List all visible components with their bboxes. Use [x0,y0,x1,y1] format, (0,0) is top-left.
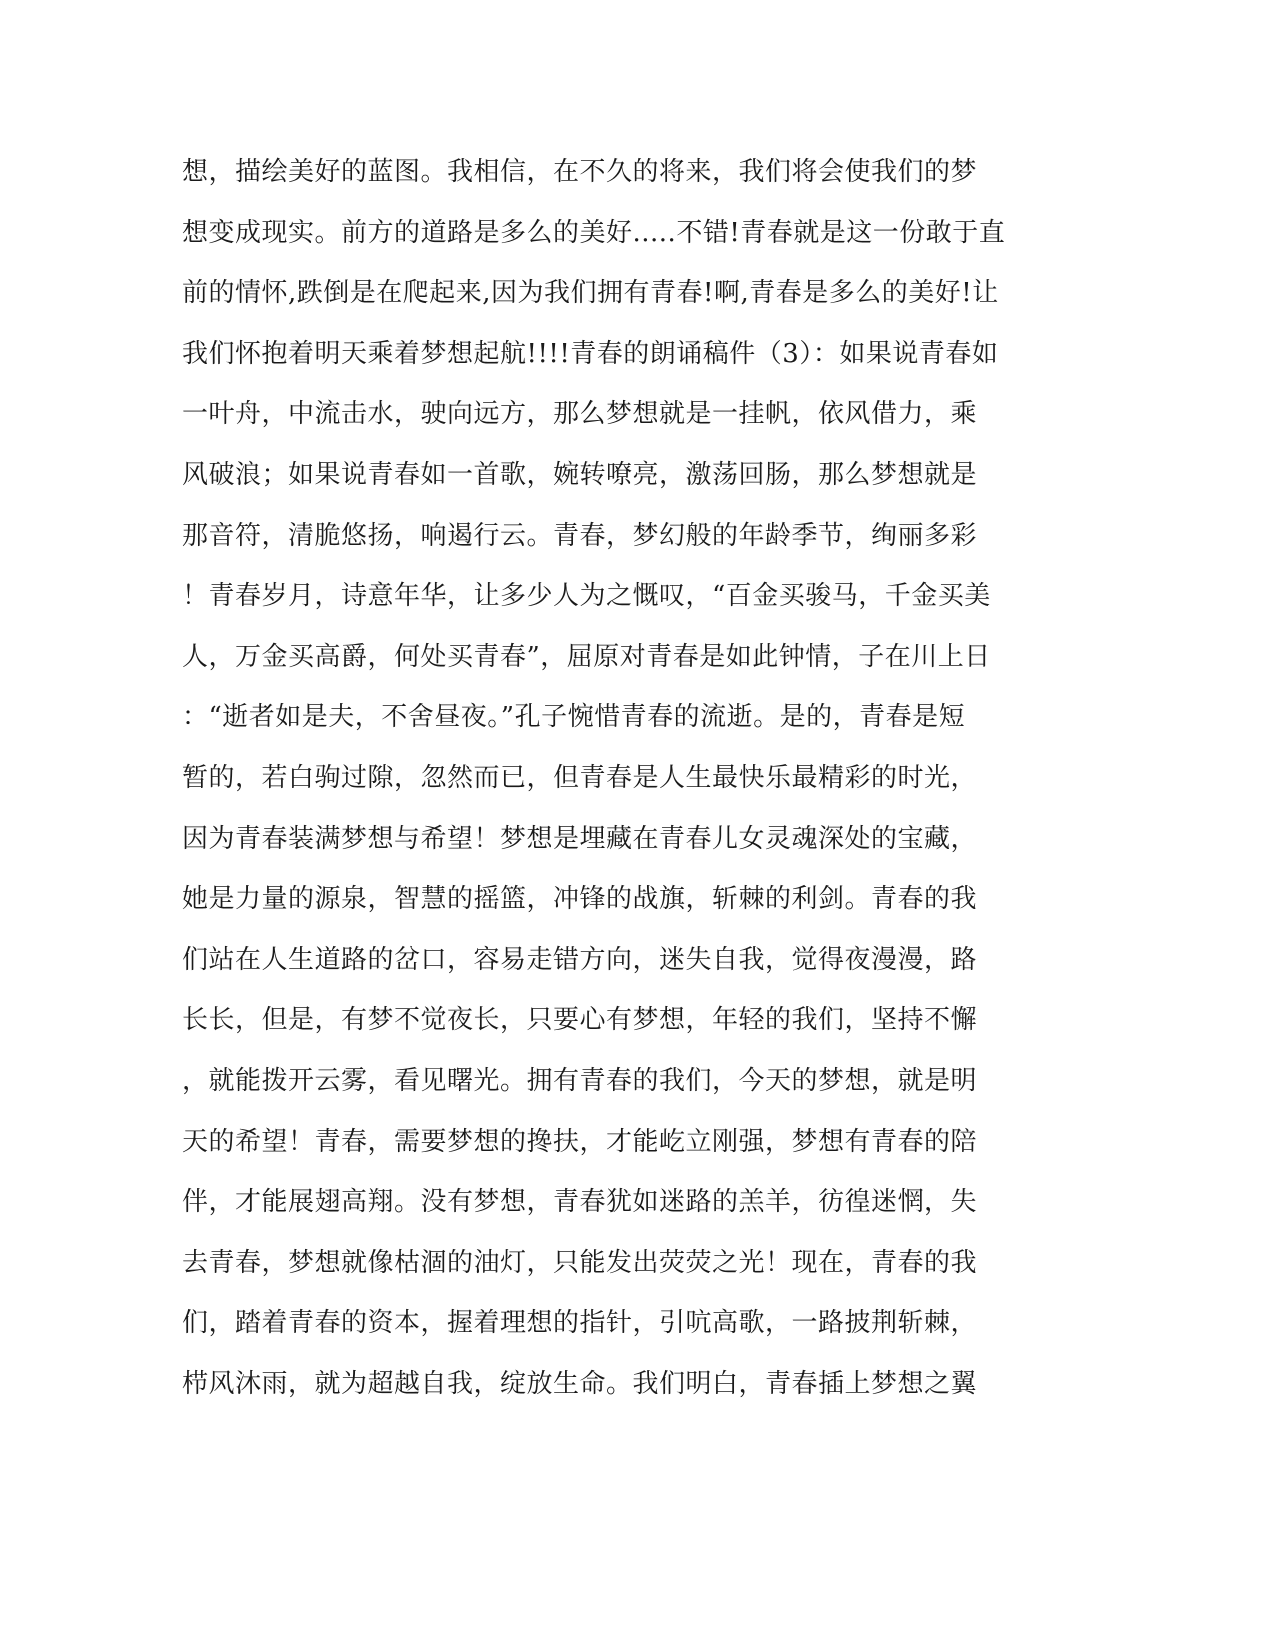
text-line: 因为青春装满梦想与希望！梦想是埋藏在青春儿女灵魂深处的宝藏， [182,823,978,854]
text-line: 暂的，若白驹过隙，忽然而已，但青春是人生最快乐最精彩的时光， [182,762,978,793]
text-line: 去青春，梦想就像枯涸的油灯，只能发出荧荧之光！现在，青春的我 [182,1247,978,1278]
text-line: 她是力量的源泉，智慧的摇篮，冲锋的战旗，斩棘的利剑。青春的我 [182,884,978,915]
text-line: ，就能拨开云雾，看见曙光。拥有青春的我们，今天的梦想，就是明 [182,1065,978,1096]
text-line: 前的情怀,跌倒是在爬起来,因为我们拥有青春!啊,青春是多么的美好!让 [182,278,999,309]
text-line: 那音符，清脆悠扬，响遏行云。青春，梦幻般的年龄季节，绚丽多彩 [182,520,978,551]
text-line: 伴，才能展翅高翔。没有梦想，青春犹如迷路的羔羊，彷徨迷惘，失 [182,1187,978,1218]
text-line: 一叶舟，中流击水，驶向远方，那么梦想就是一挂帆，依风借力，乘 [182,399,978,430]
text-line: 天的希望！青春，需要梦想的搀扶，才能屹立刚强，梦想有青春的陪 [182,1126,978,1157]
text-line: 想变成现实。前方的道路是多么的美好.....不错!青春就是这一份敢于直 [182,217,1006,248]
body-text [182,142,1062,1414]
text-line: ！青春岁月，诗意年华，让多少人为之慨叹，“百金买骏马，千金买美 [182,581,991,612]
text-line: 风破浪；如果说青春如一首歌，婉转嘹亮，激荡回肠，那么梦想就是 [182,459,978,490]
text-line: 们站在人生道路的岔口，容易走错方向，迷失自我，觉得夜漫漫，路 [182,944,978,975]
text-line: 们，踏着青春的资本，握着理想的指针，引吭高歌，一路披荆斩棘， [182,1308,978,1339]
text-line: ：“逝者如是夫，不舍昼夜。”孔子惋惜青春的流逝。是的，青春是短 [182,702,966,733]
text-line: 我们怀抱着明天乘着梦想起航!!!!青春的朗诵稿件（3）：如果说青春如 [182,338,999,369]
text-line: 栉风沐雨，就为超越自我，绽放生命。我们明白，青春插上梦想之翼 [182,1368,978,1399]
text-line: 人，万金买高爵，何处买青春”，屈原对青春是如此钟情，子在川上日 [182,641,991,672]
text-line: 想，描绘美好的蓝图。我相信，在不久的将来，我们将会使我们的梦 [182,157,978,187]
text-line: 长长，但是，有梦不觉夜长，只要心有梦想，年轻的我们，坚持不懈 [182,1005,978,1036]
